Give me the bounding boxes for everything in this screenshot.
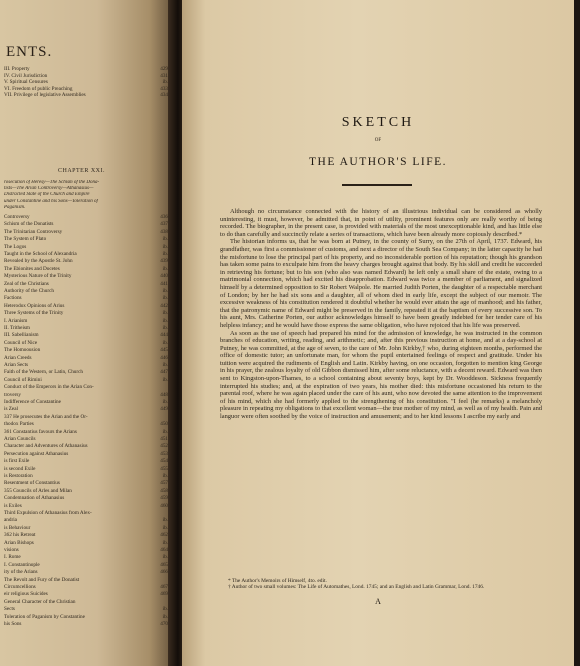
toc-entry bbox=[4, 599, 172, 605]
toc-entry-page: 451 bbox=[160, 436, 168, 442]
toc-entry-page: ib. bbox=[162, 606, 168, 613]
toc-entry bbox=[4, 406, 172, 412]
toc-entry bbox=[4, 310, 172, 316]
toc-entry bbox=[4, 451, 172, 457]
toc-entry bbox=[4, 458, 172, 464]
toc-entry-text: andria bbox=[4, 517, 17, 524]
toc-entry: Distracted State of the Church and Empire bbox=[4, 192, 90, 198]
toc-entry-page: 447 bbox=[160, 369, 168, 376]
toc-entry bbox=[4, 295, 172, 301]
toc-entry bbox=[4, 429, 172, 435]
toc-entry-text: V. Spiritual Censures bbox=[4, 79, 48, 85]
toc-entry-text: The System of Plato bbox=[4, 236, 47, 243]
toc-entry-page: ib. bbox=[162, 325, 168, 331]
toc-entry bbox=[4, 318, 172, 324]
toc-entry-text: is second Exile bbox=[4, 465, 36, 472]
toc-entry bbox=[4, 503, 172, 509]
title-rule bbox=[342, 184, 412, 186]
toc-entry-page: ib. bbox=[162, 288, 168, 294]
paragraph: As soon as the use of speech had prepared his mind for the admission of knowledge, he was instructed in the common branches of education, writing, reading, and arithmetic; and, after this previous instruction at home, and at a day-school at Putney, he was committed, at the age of seven, to the care of Mr. John Kirkby,† who, during eighteen months, performed the office of domestic tutor; an unfortunate man, for whom the pupil entertained feelings of respect and gratitude. Under his tuition were acquired the rudiments of English and Latin. Kirkby having, on one occasion, forgotten to mention king George in his prayer, the zealous loyalty of old Gibbon dismissed him, after some reluctance, with a decent reward. Edward was then sent to Kingston-upon-Thames, to a school containing about seventy boys, kept by Dr. Wooddeson. Sickness frequently interrupted his studies; and, at the expiration of two years, his mother died: this misfortune occasioned his return to the parental roof, where he was again placed under the care of his aunt, who now devoted the same attention to the improvement of his mind, which she had formerly applied to the strengthening of his constitution. "I feel (he remarks) a melancholy pleasure in repeating my obligations to that excellent woman—the true mother of my mind, as well as of my health. Pain and languor were often soothed by the voice of instruction and amusement; and to her kind lessons I ascribe my early and bbox=[220, 329, 542, 421]
toc-entry-text: is Restoration bbox=[4, 473, 33, 479]
toc-entry bbox=[4, 569, 172, 575]
toc-entry-text: Heterodox Opinions of Arius bbox=[4, 302, 65, 309]
toc-entry bbox=[4, 621, 172, 627]
toc-entry-text: Arian Creeds bbox=[4, 354, 32, 361]
toc-entry-page: 460 bbox=[160, 502, 168, 509]
toc-entry bbox=[4, 258, 172, 264]
toc-entry bbox=[4, 577, 172, 583]
page-title: THE AUTHOR'S LIFE. bbox=[308, 156, 447, 168]
toc-entry bbox=[4, 614, 172, 620]
toc-entry-text: is Zeal bbox=[4, 406, 18, 413]
toc-entry bbox=[4, 495, 172, 501]
toc-entry bbox=[4, 510, 172, 516]
toc-entry-page: ib. bbox=[162, 399, 168, 405]
toc-entry-text: 337 He prosecutes the Arian and the Or- bbox=[4, 413, 88, 420]
toc-entry-text: The Logos bbox=[4, 243, 27, 250]
footnote: † Author of two small volumes: The Life of Automathes, Lond. 1745; and an English and Latin Grammar, Lond. 1746. bbox=[228, 584, 485, 591]
toc-entry-text: The Ebionites and Docetes bbox=[4, 265, 60, 272]
toc-entry-text: Faith of the Western, or Latin, Church bbox=[4, 369, 84, 376]
toc-entry bbox=[4, 303, 172, 309]
toc-entry-page: ib. bbox=[162, 517, 168, 524]
toc-entry-page: 433 bbox=[160, 85, 168, 92]
toc-entry bbox=[4, 332, 172, 338]
toc-entry bbox=[4, 355, 172, 361]
toc-entry bbox=[4, 480, 172, 486]
toc-entry bbox=[4, 214, 172, 220]
toc-entry-text: VII. Privilege of legislative Assemblies bbox=[4, 92, 86, 98]
toc-entry-page: ib. bbox=[162, 613, 168, 620]
toc-entry-page: ib. bbox=[162, 236, 168, 243]
toc-entry-text: Sects bbox=[4, 606, 15, 613]
toc-entry bbox=[4, 584, 172, 590]
toc-entry-text: 361 Constantius favours the Arians bbox=[4, 428, 77, 435]
toc-entry-page: 441 bbox=[160, 280, 168, 287]
toc-entry bbox=[4, 384, 172, 390]
toc-entry-text: Three Systems of the Trinity bbox=[4, 310, 64, 317]
toc-entry-page: 455 bbox=[160, 465, 168, 472]
toc-entry-text: Toleration of Paganism by Constantine bbox=[4, 613, 85, 620]
toc-entry bbox=[4, 540, 172, 546]
toc-entry-page: ib. bbox=[162, 317, 168, 324]
toc-entry-page: 437 bbox=[160, 221, 168, 228]
toc-entry-page: ib. bbox=[162, 428, 168, 435]
toc-entry bbox=[4, 66, 172, 72]
toc-entry-text: Council of Rimini bbox=[4, 376, 42, 383]
toc-entry-page: ib. bbox=[162, 310, 168, 317]
toc-entry-text: visions bbox=[4, 547, 19, 553]
toc-entry bbox=[4, 525, 172, 531]
toc-entry bbox=[4, 266, 172, 272]
toc-entry-page: ib. bbox=[162, 554, 168, 561]
toc-entry bbox=[4, 436, 172, 442]
toc-entry-text: I. Rome bbox=[4, 554, 21, 561]
toc-entry-page: 453 bbox=[160, 450, 168, 457]
toc-entry bbox=[4, 414, 172, 420]
toc-entry-text: is Behaviour bbox=[4, 524, 31, 531]
toc-entry-text: Authority of the Church bbox=[4, 288, 54, 294]
right-page bbox=[182, 0, 574, 666]
toc-entry-page: 458 bbox=[160, 487, 168, 494]
toc-entry-page: ib. bbox=[162, 295, 168, 302]
toc-entry-text: III. Sabellianism bbox=[4, 332, 39, 339]
paragraph: Although no circumstance connected with the history of an illustrious individual can be considered as wholly uninteresting, it must, however, be admitted that, in point of utility, prominent features only are really worthy of being recorded. The biographer, in the present case, is provided with materials of the most unexceptionable kind, and has little else to do than carefully and succinctly relate a series of transactions, which have been already more copiously described.* bbox=[220, 208, 542, 238]
toc-entry-text: Zeal of the Christians bbox=[4, 280, 49, 287]
toc-entry-page: 429 bbox=[160, 66, 168, 72]
toc-entry-text: eir religious Suicides bbox=[4, 591, 48, 598]
toc-entry-text: I. Constantinople bbox=[4, 561, 40, 568]
toc-entry-page: 452 bbox=[160, 443, 168, 450]
toc-entry bbox=[4, 547, 172, 553]
toc-entry-text: Revealed by the Apostle St. John bbox=[4, 258, 73, 265]
toc-entry bbox=[4, 221, 172, 227]
toc-entry bbox=[4, 443, 172, 449]
toc-entry-page: 467 bbox=[160, 584, 168, 590]
toc-entry-text: Third Expulsion of Athanasius from Alex- bbox=[4, 510, 92, 516]
toc-entry-page: ib. bbox=[162, 473, 168, 479]
toc-entry-text: Conduct of the Emperors in the Arian Con- bbox=[4, 384, 94, 391]
toc-entry bbox=[4, 554, 172, 560]
toc-entry-text: Factions bbox=[4, 295, 22, 302]
toc-entry-text: VI. Freedom of public Preaching bbox=[4, 85, 73, 92]
toc-entry-text: 355 Councils of Arles and Milan bbox=[4, 487, 72, 494]
toc-entry bbox=[4, 399, 172, 405]
toc-entry bbox=[4, 73, 172, 79]
toc-entry-page: ib. bbox=[162, 539, 168, 546]
toc-entry-page: 469 bbox=[160, 591, 168, 598]
toc-entry-text: is first Exile bbox=[4, 458, 30, 465]
toc-entry-text: is Exiles bbox=[4, 502, 22, 509]
toc-entry-page: 466 bbox=[160, 569, 168, 576]
toc-entry bbox=[4, 562, 172, 568]
toc-entry-text: Schism of the Donatists bbox=[4, 221, 54, 228]
footnotes bbox=[220, 578, 542, 591]
toc-entry-page: 457 bbox=[160, 480, 168, 487]
toc-entry-page: 444 bbox=[160, 332, 168, 339]
toc-entry-text: Circumcellions bbox=[4, 584, 36, 590]
toc-entry bbox=[4, 532, 172, 538]
toc-entry-page: 470 bbox=[160, 621, 168, 627]
toc-entry-text: Controversy bbox=[4, 214, 30, 220]
toc-entry-text: Resentment of Constantius bbox=[4, 480, 60, 487]
toc-entry-page: 446 bbox=[160, 354, 168, 361]
toc-entry-text: IV. Civil Jurisdiction bbox=[4, 72, 48, 79]
toc-entry-page: 450 bbox=[160, 421, 168, 428]
toc-entry-page: ib. bbox=[162, 251, 168, 257]
toc-entry bbox=[4, 236, 172, 242]
toc-entry-text: Persecution against Athanasius bbox=[4, 450, 69, 457]
toc-entry-page: 459 bbox=[160, 495, 168, 502]
toc-entry-text: Council of Nice bbox=[4, 339, 38, 346]
toc-entry-page: 449 bbox=[160, 406, 168, 413]
toc-entry-text: thodox Parties bbox=[4, 421, 34, 428]
toc-entry-page: 440 bbox=[160, 273, 168, 280]
toc-entry-page: ib. bbox=[162, 362, 168, 368]
toc-entry-page: 462 bbox=[160, 532, 168, 539]
toc-entry bbox=[4, 362, 172, 368]
toc-entry-page: ib. bbox=[162, 376, 168, 383]
toc-entry bbox=[4, 86, 172, 92]
toc-entry-text: Arian Councils bbox=[4, 436, 36, 442]
toc-entry-text: The Revolt and Fury of the Donatist bbox=[4, 576, 80, 583]
toc-entry-page: 431 bbox=[160, 72, 168, 79]
toc-entry-page: 439 bbox=[160, 258, 168, 265]
toc-entry-text: General Character of the Christian bbox=[4, 598, 76, 605]
toc-entry bbox=[4, 421, 172, 427]
toc-entry-text: Taught in the School of Alexandria bbox=[4, 251, 77, 257]
toc-entry bbox=[4, 369, 172, 375]
heading-of: OF bbox=[374, 138, 382, 143]
toc-entry bbox=[4, 244, 172, 250]
toc-entry-text: ity of the Arians bbox=[4, 569, 38, 576]
toc-entry-text: The Homoousion bbox=[4, 347, 41, 354]
toc-entry-text: The Trinitarian Controversy bbox=[4, 228, 63, 235]
toc-entry-page: 442 bbox=[160, 302, 168, 309]
toc-entry-page: ib. bbox=[162, 265, 168, 272]
toc-entry: under Constantine and his Sons—Toleration of bbox=[4, 198, 98, 204]
toc-entry-page: 454 bbox=[160, 458, 168, 465]
toc-entry bbox=[4, 591, 172, 597]
toc-entry-page: 436 bbox=[160, 214, 168, 220]
toc-entry-text: Arian Sects bbox=[4, 362, 29, 368]
toc-entry-page: ib. bbox=[162, 243, 168, 250]
toc-entry bbox=[4, 517, 172, 523]
toc-entry bbox=[4, 251, 172, 257]
toc-entry bbox=[4, 473, 172, 479]
toc-entry: tists—The Arian Controversy—Athanasius— bbox=[4, 186, 94, 192]
toc-entry-text: Indifference of Constantine bbox=[4, 399, 61, 405]
toc-entry-page: 434 bbox=[160, 92, 168, 98]
toc-entry-page: ib. bbox=[162, 79, 168, 85]
toc-entry bbox=[4, 79, 172, 85]
toc-entry-text: Condemnation of Athanasius bbox=[4, 495, 65, 502]
toc-entry bbox=[4, 392, 172, 398]
toc-entry bbox=[4, 488, 172, 494]
signature-mark: A bbox=[375, 597, 381, 606]
toc-entry bbox=[4, 281, 172, 287]
toc-entry bbox=[4, 466, 172, 472]
toc-entry-text: I. Arianism bbox=[4, 317, 28, 324]
toc-entry-page: 445 bbox=[160, 347, 168, 354]
toc-entry bbox=[4, 92, 172, 98]
toc-entry-text: 362 his Retreat bbox=[4, 532, 36, 539]
toc-entry-text: Arian Bishops bbox=[4, 539, 34, 546]
toc-entry-page: ib. bbox=[162, 524, 168, 531]
toc-entry-page: 438 bbox=[160, 228, 168, 235]
toc-entry-text: III. Property bbox=[4, 66, 30, 72]
toc-entry bbox=[4, 606, 172, 612]
toc-entry bbox=[4, 325, 172, 331]
toc-entry bbox=[4, 347, 172, 353]
paragraph: The historian informs us, that he was born at Putney, in the county of Surry, on the 27th of April, 1737. Edward, his grandfather, was first a commissioner of customs, and next a director of the South Sea Company; in the latter capacity he had the misfortune to lose the principal part of his property, and no inconsiderable portion of his reputation; though his grandson has taken some pains to exculpate him from the heavy charges brought against that body. By his skill and credit he succeeded in retrieving his fortune; but to his son (who also was named Edward) he left only a small share of the estate, owing to a matrimonial connection, which had excited his disapprobation. Edward was twice a member of parliament, and signalized himself by a determined opposition to Sir Robert Walpole. He married Judith Porten, the daughter of a respectable merchant of London; by her he had six sons and a daughter, all of whom died in early life, except the subject of our memoir. The excessive weakness of his constitution rendered it doubtful whether he would ever attain the age of manhood; and his father, that the patronymic name of Edward might be preserved in the family, repeated it at the baptism of every successive son. To his aunt, Mrs. Catherine Porten, our author acknowledges himself to have been greatly indebted for her tender care of his helpless infancy; and he would have those express the same obligation, who have rejoiced that his life was preserved. bbox=[220, 238, 542, 329]
toc-entry bbox=[4, 377, 172, 383]
toc-entry-text: II. Tritheism bbox=[4, 325, 30, 331]
toc-entry-page: 448 bbox=[160, 391, 168, 398]
toc-entry-page: 464 bbox=[160, 547, 168, 553]
chapter-title: CHAPTER XXI. bbox=[58, 168, 106, 174]
toc-entry-text: troversy bbox=[4, 391, 21, 398]
toc-entry bbox=[4, 273, 172, 279]
toc-entry-text: Character and Adventures of Athanasius bbox=[4, 443, 88, 450]
biography-text bbox=[220, 208, 542, 421]
toc-entry bbox=[4, 288, 172, 294]
toc-entry-text: Mysterious Nature of the Trinity bbox=[4, 273, 72, 280]
toc-entry: Paganism. bbox=[4, 204, 26, 210]
toc-entry-text: his Sons bbox=[4, 621, 22, 627]
toc-entry: rosecution of Heresy—The Schism of the Dona- bbox=[4, 180, 100, 185]
footnote: * The Author's Memoirs of Himself, 4to. edit. bbox=[228, 578, 327, 584]
toc-entry bbox=[4, 229, 172, 235]
toc-entry-page: ib. bbox=[162, 339, 168, 346]
toc-entry-page: 465 bbox=[160, 561, 168, 568]
toc-heading: ENTS. bbox=[6, 44, 53, 60]
toc-entry bbox=[4, 340, 172, 346]
left-page bbox=[0, 0, 176, 666]
page-heading: SKETCH bbox=[341, 115, 415, 130]
